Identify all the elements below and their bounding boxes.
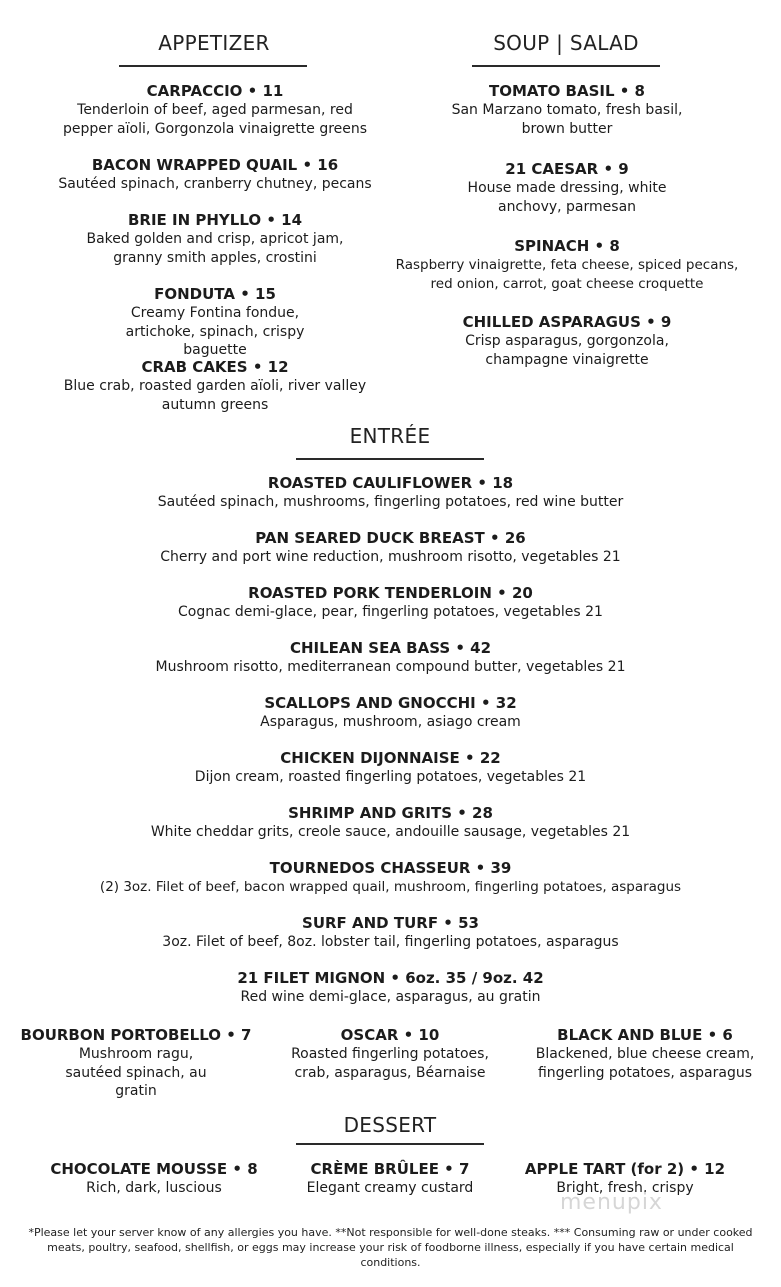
item-name: BOURBON PORTOBELLO • 7	[20, 1026, 252, 1044]
item-desc: Asparagus, mushroom, asiago cream	[260, 714, 521, 730]
dessert-item	[270, 1160, 510, 1198]
item-desc: Blue crab, roasted garden aïoli, river valley autumn greens	[63, 378, 367, 413]
menu-item	[60, 969, 721, 1007]
addon-item	[14, 1026, 258, 1101]
appetizer-rule	[119, 65, 307, 67]
item-desc: Rich, dark, luscious	[86, 1180, 222, 1196]
addon-item	[520, 1026, 770, 1082]
menu-item	[60, 749, 721, 787]
menu-item	[40, 358, 390, 414]
menu-item	[60, 584, 721, 622]
item-name: BLACK AND BLUE • 6	[557, 1026, 733, 1044]
menu-item	[60, 529, 721, 567]
menu-item	[60, 474, 721, 512]
item-name: SHRIMP AND GRITS • 28	[288, 804, 493, 822]
item-desc: White cheddar grits, creole sauce, andouille sausage, vegetables 21	[150, 824, 631, 840]
item-desc: 3oz. Filet of beef, 8oz. lobster tail, fingerling potatoes, asparagus	[162, 934, 619, 950]
menu-item	[392, 237, 742, 293]
item-name: CARPACCIO • 11	[146, 82, 284, 100]
item-name: BRIE IN PHYLLO • 14	[127, 211, 303, 229]
item-desc: Tenderloin of beef, aged parmesan, red pepper aïoli, Gorgonzola vinaigrette greens	[62, 102, 368, 137]
dessert-rule	[296, 1143, 484, 1145]
watermark: menupix	[560, 1190, 663, 1215]
entree-rule	[296, 458, 484, 460]
item-name: OSCAR • 10	[340, 1026, 440, 1044]
soup-salad-rule	[472, 65, 660, 67]
item-desc: Sautéed spinach, mushrooms, fingerling potatoes, red wine butter	[157, 494, 624, 510]
item-desc: Crisp asparagus, gorgonzola, champagne vinaigrette	[465, 333, 669, 368]
item-desc: Bright, fresh, crispy	[556, 1180, 694, 1196]
item-name: PAN SEARED DUCK BREAST • 26	[255, 529, 526, 547]
item-name: CHICKEN DIJONNAISE • 22	[280, 749, 501, 767]
item-desc: House made dressing, white anchovy, parmesan	[467, 180, 667, 215]
dessert-item	[34, 1160, 274, 1198]
item-desc: Cognac demi-glace, pear, fingerling potatoes, vegetables 21	[178, 604, 603, 620]
item-name: CRÈME BRÛLEE • 7	[310, 1160, 470, 1178]
item-name: FONDUTA • 15	[154, 285, 276, 303]
soup-salad-heading: SOUP | SALAD	[493, 31, 639, 55]
item-name: SPINACH • 8	[514, 237, 620, 255]
item-name: TOURNEDOS CHASSEUR • 39	[269, 859, 512, 877]
item-desc: Raspberry vinaigrette, feta cheese, spiced pecans, red onion, carrot, goat cheese croquette	[395, 257, 739, 292]
item-desc: Sautéed spinach, cranberry chutney, pecans	[58, 176, 372, 192]
item-desc: Roasted fingerling potatoes, crab, asparagus, Béarnaise	[291, 1046, 489, 1081]
menu-item	[60, 694, 721, 732]
menu-item	[40, 156, 390, 194]
item-name: CHOCOLATE MOUSSE • 8	[50, 1160, 258, 1178]
item-name: APPLE TART (for 2) • 12	[524, 1160, 726, 1178]
item-desc: San Marzano tomato, fresh basil, brown butter	[451, 102, 683, 137]
item-desc: Creamy Fontina fondue, artichoke, spinach, crispy baguette	[125, 305, 305, 358]
menu-item	[392, 160, 742, 216]
item-name: ROASTED CAULIFLOWER • 18	[267, 474, 514, 492]
item-desc: Blackened, blue cheese cream, fingerling potatoes, asparagus	[535, 1046, 755, 1081]
item-name: SURF AND TURF • 53	[302, 914, 479, 932]
appetizer-heading: APPETIZER	[158, 31, 270, 55]
allergy-footnote: *Please let your server know of any allergies you have. **Not responsible for well-done steaks. *** Consuming raw or under cooked meats, poultry, seafood, shellfish, or eggs may increase your risk of foodborne illness, especially if you have certain medical conditions.	[28, 1226, 753, 1269]
menu-item	[392, 313, 742, 369]
item-desc: (2) 3oz. Filet of beef, bacon wrapped quail, mushroom, fingerling potatoes, asparagus	[99, 879, 682, 895]
dessert-heading: DESSERT	[343, 1113, 437, 1137]
menu-item	[40, 211, 390, 267]
item-desc: Mushroom risotto, mediterranean compound butter, vegetables 21	[155, 659, 626, 675]
item-desc: Elegant creamy custard	[306, 1180, 474, 1196]
item-desc: Dijon cream, roasted fingerling potatoes, vegetables 21	[194, 769, 587, 785]
menu-item	[392, 82, 742, 138]
menu-item	[60, 859, 721, 897]
item-name: BACON WRAPPED QUAIL • 16	[91, 156, 339, 174]
item-name: SCALLOPS AND GNOCCHI • 32	[264, 694, 517, 712]
menu-item	[60, 639, 721, 677]
item-desc: Mushroom ragu, sautéed spinach, au gratin	[65, 1046, 207, 1099]
item-name: TOMATO BASIL • 8	[488, 82, 645, 100]
item-name: CRAB CAKES • 12	[141, 358, 289, 376]
item-desc: Cherry and port wine reduction, mushroom risotto, vegetables 21	[160, 549, 621, 565]
menu-item	[40, 82, 390, 138]
item-name: CHILLED ASPARAGUS • 9	[462, 313, 672, 331]
item-name: 21 CAESAR • 9	[505, 160, 629, 178]
item-name: ROASTED PORK TENDERLOIN • 20	[248, 584, 533, 602]
item-name: CHILEAN SEA BASS • 42	[289, 639, 492, 657]
menu-item	[60, 914, 721, 952]
entree-heading: ENTRÉE	[349, 424, 431, 448]
menu-item	[60, 804, 721, 842]
menu-item	[40, 285, 390, 360]
item-name: 21 FILET MIGNON • 6oz. 35 / 9oz. 42	[237, 969, 544, 987]
addon-item	[268, 1026, 512, 1082]
item-desc: Baked golden and crisp, apricot jam, granny smith apples, crostini	[86, 231, 344, 266]
item-desc: Red wine demi-glace, asparagus, au gratin	[240, 989, 541, 1005]
